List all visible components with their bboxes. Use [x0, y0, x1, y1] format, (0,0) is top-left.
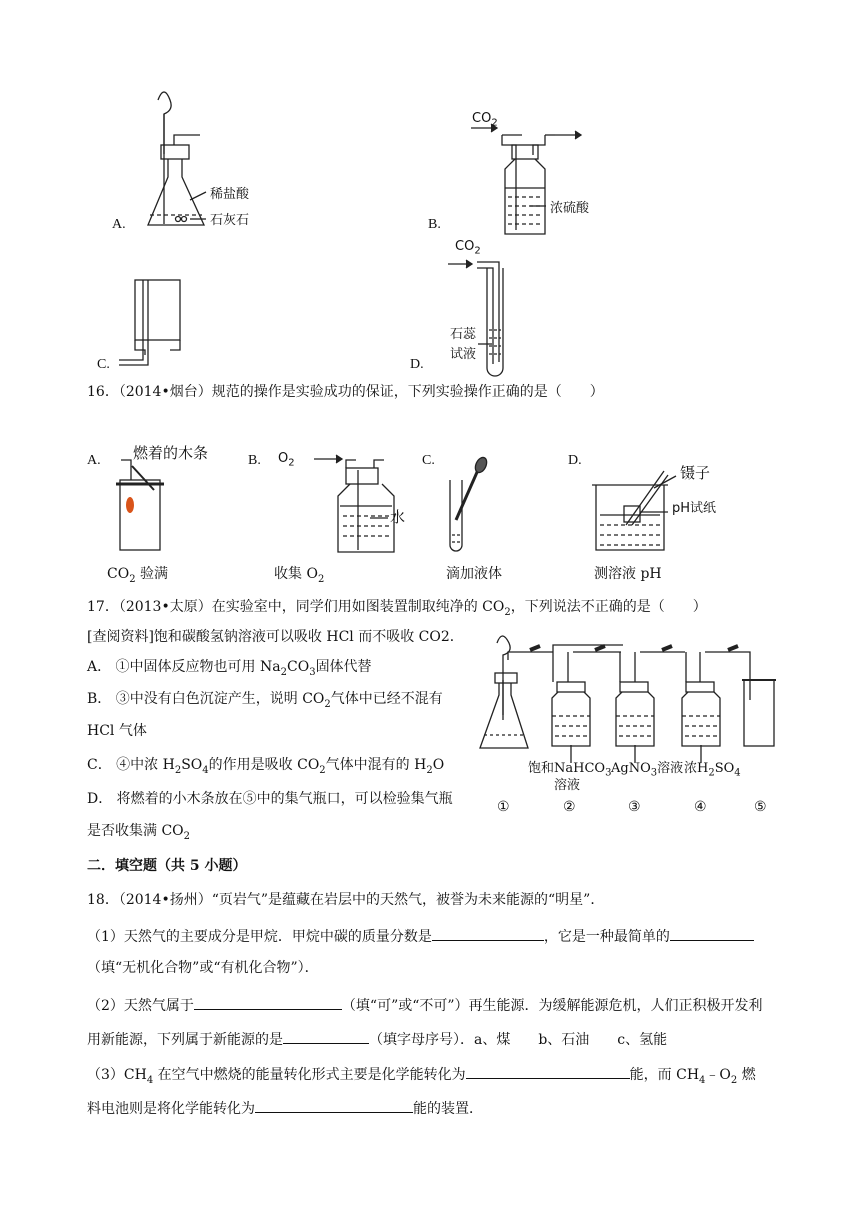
q17-option-d-line1: D． 将燃着的小木条放在⑤中的集气瓶口，可以检验集气瓶 [87, 791, 453, 807]
q17-fig-label-3: AgNO$_3$溶液 [611, 761, 684, 779]
q18-blank-6[interactable] [255, 1098, 413, 1113]
flask-thistle-funnel-figure [148, 92, 206, 225]
collecting-bottle-figure [119, 280, 180, 365]
q18-blank-2[interactable] [670, 926, 754, 941]
q17-option-b-line2: HCl 气体 [87, 723, 147, 739]
q15-d-indicator-label-1: 石蕊 [450, 327, 477, 342]
section-heading: 二．填空题（共 5 小题） [87, 858, 247, 874]
q17-fig-num-5: ⑤ [754, 799, 767, 815]
q18-stem: 18．（2014•扬州）“页岩气”是蕴藏在岩层中的天然气，被誉为未来能源的“明星”． [87, 892, 605, 908]
purification-apparatus-figure [480, 636, 776, 763]
q16-option-a: A. [87, 453, 101, 468]
q15-a-acid-label: 稀盐酸 [210, 187, 250, 202]
q18-part3-line2: 料电池则是将化学能转化为 能的装置． [87, 1098, 483, 1118]
q17-fig-label-2b: 溶液 [554, 778, 581, 793]
q15-option-d: D. [410, 357, 424, 372]
q17-option-c: C． ④中浓 $H_2SO_4$的作用是吸收 $CO_2$气体中混有的 $H_2O$ [87, 757, 445, 776]
q18-part1-line2: （填“无机化合物”或“有机化合物”）． [87, 960, 319, 976]
q16-option-b: B. [248, 453, 261, 468]
q15-a-stone-label: 石灰石 [210, 213, 250, 228]
q17-fig-label-2a: 饱和NaHCO$_3$ [528, 761, 612, 779]
q16-option-d: D. [568, 453, 582, 468]
q16-stem: 16．（2014•烟台）规范的操作是实验成功的保证，下列实验操作正确的是（ ） [87, 384, 604, 400]
q15-d-gas-label: $CO_2$ [455, 239, 481, 257]
collect-o2-figure [314, 455, 394, 552]
q17-fig-num-3: ③ [628, 799, 641, 815]
q18-part2-line2: 用新能源，下列属于新能源的是 （填字母序号）．a、煤 b、石油 c、氢能 [87, 1029, 667, 1049]
q18-blank-4[interactable] [283, 1029, 369, 1044]
q17-info: [查阅资料]饱和碳酸氢钠溶液可以吸收 HCl 而不吸收 CO2． [87, 629, 464, 645]
q16-a-label: 燃着的木条 [133, 444, 209, 462]
q18-part2-line1: （2）天然气属于 （填“可”或“不可”）再生能源．为缓解能源危机，人们正积极开发利 [87, 995, 763, 1015]
q15-d-indicator-label-2: 试液 [450, 347, 477, 362]
q17-fig-num-2: ② [563, 799, 576, 815]
q18-part1-line1: （1）天然气的主要成分是甲烷．甲烷中碳的质量分数是 ，它是一种最简单的 [87, 926, 754, 946]
q18-blank-5[interactable] [466, 1064, 630, 1079]
q15-option-a: A. [112, 217, 126, 232]
q16-caption-b: 收集 $O_2$ [274, 566, 325, 585]
q17-fig-label-4: 浓$H_2SO_4$ [684, 761, 741, 779]
q17-option-a: A． ①中固体反应物也可用 $Na_2CO_3$固体代替 [87, 659, 372, 678]
q16-caption-c: 滴加液体 [446, 566, 502, 582]
q17-fig-num-4: ④ [694, 799, 707, 815]
q16-b-gas-label: $O_2$ [278, 451, 295, 469]
q17-stem: 17．（2013•太原）在实验室中，同学们用如图装置制取纯净的 $CO_2$，下列说法不正确的是（ ） [87, 599, 707, 618]
ph-test-figure [592, 471, 676, 550]
q15-b-gas-label: $CO_2$ [472, 111, 498, 129]
q16-d-paper-label: pH试纸 [672, 501, 717, 516]
q18-part3-line1: $(3)CH_4$ 在空气中燃烧的能量转化形式主要是化学能转化为 能，而 $CH_4﹣O_2$ 燃 [87, 1064, 756, 1090]
q17-option-d-line2: 是否收集满 $CO_2$ [87, 823, 191, 842]
q16-b-water-label: 水 [390, 508, 406, 526]
dropper-figure [450, 456, 489, 551]
q16-d-tweezer-label: 镊子 [680, 464, 711, 482]
q15-option-b: B. [428, 217, 441, 232]
q17-fig-num-1: ① [497, 799, 510, 815]
q15-b-acid-label: 浓硫酸 [550, 201, 590, 216]
q15-option-c: C. [97, 357, 110, 372]
co2-check-figure [116, 460, 164, 550]
q18-blank-1[interactable] [432, 926, 544, 941]
q16-caption-a: $CO_2$ 验满 [107, 566, 169, 585]
q18-blank-3[interactable] [194, 995, 342, 1010]
q16-caption-d: 测溶液 pH [594, 566, 662, 582]
q16-option-c: C. [422, 453, 435, 468]
q17-option-b-line1: B． ③中没有白色沉淀产生，说明 $CO_2$气体中已经不混有 [87, 691, 443, 710]
